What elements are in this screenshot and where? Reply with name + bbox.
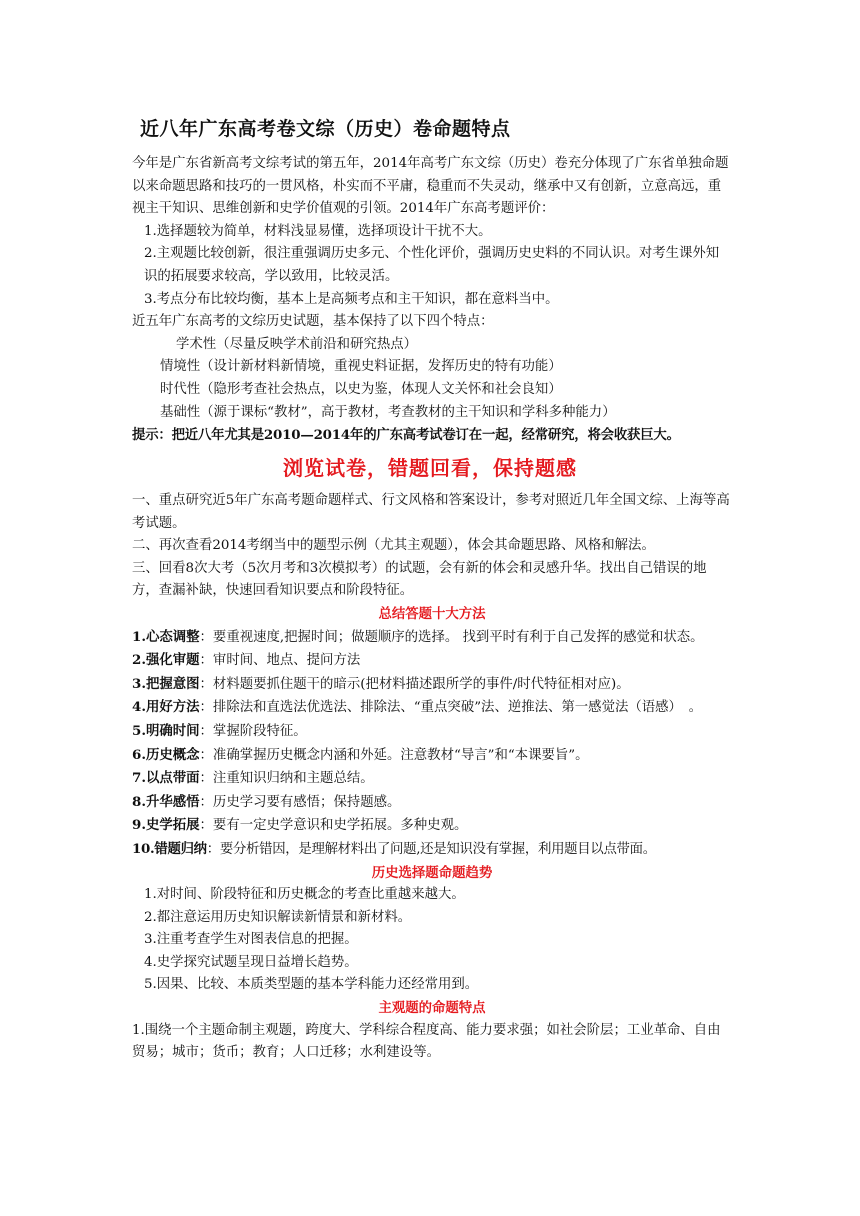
method-text: ：要分析错因，是理解材料出了问题,还是知识没有掌握，利用题目以点带面。 [206, 841, 656, 857]
evaluation-item: 1.选择题较为简单，材料浅显易懂，选择项设计干扰不大。 [144, 223, 492, 239]
intro-paragraph: 今年是广东省新高考文综考试的第五年，2014年高考广东文综（历史）卷充分体现了广东省单独命题以来命题思路和技巧的一贯风格，朴实而不平庸，稳重而不失灵动，继承中又有创新，立意高远，重视主干知识、思维创新和史学价值观的引领。2014年广东高考题评价： [132, 156, 729, 217]
trend-item: 5.因果、比较、本质类型题的基本学科能力还经常用到。 [144, 977, 479, 993]
trend-heading: 历史选择题命题趋势 [371, 864, 493, 881]
method-item [132, 767, 732, 791]
step-item: 三、回看8次大考（5次月考和3次模拟考）的试题，会有新的体会和灵感升华。找出自己错误的地方，查漏补缺，快速回看知识要点和阶段特征。 [132, 560, 707, 599]
subjective-item: 1.围绕一个主题命制主观题，跨度大、学科综合程度高、能力要求强；如社会阶层；工业革命、自由贸易；城市；货币；教育；人口迁移；水利建设等。 [132, 1022, 721, 1061]
method-item [132, 720, 732, 744]
evaluation-item: 3.考点分布比较均衡，基本上是高频考点和主干知识，都在意料当中。 [144, 291, 559, 307]
method-label: 6.历史概念 [132, 746, 200, 763]
method-label: 2.强化审题 [132, 652, 200, 669]
method-item [132, 673, 732, 697]
step-item: 二、再次查看2014考纲当中的题型示例（尤其主观题），体会其命题思路、风格和解法。 [132, 538, 655, 554]
trend-item: 1.对时间、阶段特征和历史概念的考查比重越来越大。 [144, 887, 465, 903]
feature-item: 时代性（隐形考查社会热点，以史为鉴，体现人文关怀和社会良知） [160, 381, 562, 397]
method-item [132, 626, 732, 650]
step-item: 一、重点研究近5年广东高考题命题样式、行文风格和答案设计，参考对照近几年全国文综、上海等高考试题。 [132, 493, 730, 531]
method-text: ：掌握阶段特征。 [199, 723, 307, 739]
methods-heading: 总结答题十大方法 [378, 605, 486, 622]
feature-item: 学术性（尽量反映学术前沿和研究热点） [176, 336, 418, 352]
method-text: ：注重知识归纳和主题总结。 [199, 771, 374, 787]
method-text: ：历史学习要有感悟；保持题感。 [199, 794, 401, 810]
method-label: 3.把握意图 [132, 675, 200, 692]
method-text: ：排除法和直选法优选法、排除法、“重点突破”法、逆推法、第一感觉法（语感） 。 [199, 700, 702, 716]
document-title: 近八年广东高考卷文综（历史）卷命题特点 [140, 118, 511, 140]
method-text: ：材料题要抓住题干的暗示(把材料描述跟所学的事件/时代特征相对应)。 [199, 676, 630, 692]
trend-item: 3.注重考查学生对图表信息的把握。 [144, 932, 358, 948]
feature-item: 基础性（源于课标“教材”，高于教材，考查教材的主干知识和学科多种能力） [160, 404, 616, 420]
method-text: ：要重视速度,把握时间；做题顺序的选择。 找到平时有利于自己发挥的感觉和状态。 [199, 629, 704, 645]
method-text: ：准确掌握历史概念内涵和外延。注意教材“导言”和“本课要旨”。 [199, 747, 589, 763]
method-label: 8.升华感悟 [132, 793, 200, 810]
tip-note: 提示：把近八年尤其是2010—2014年的广东高考试卷订在一起，经常研究，将会收获巨大。 [132, 427, 680, 444]
method-label: 7.以点带面 [132, 770, 200, 787]
feature-item: 情境性（设计新材料新情境，重视史料证据，发挥历史的特有功能） [160, 359, 562, 375]
intro-section [132, 153, 732, 447]
evaluation-item: 2.主观题比较创新，很注重强调历史多元、个性化评价，强调历史史料的不同认识。对考生课外知识的拓展要求较高，学以致用，比较灵活。 [144, 246, 720, 284]
method-item [132, 744, 732, 768]
method-item [132, 696, 732, 720]
method-item [132, 791, 732, 815]
method-item [132, 838, 732, 862]
method-label: 5.明确时间 [132, 722, 200, 739]
method-label: 1.心态调整 [132, 628, 200, 645]
method-item [132, 814, 732, 838]
method-text: ：要有一定史学意识和史学拓展。多种史观。 [199, 818, 468, 834]
method-text: ：审时间、地点、提问方法 [199, 653, 361, 669]
method-item [132, 649, 732, 673]
subjective-heading: 主观题的命题特点 [378, 1000, 486, 1017]
trend-item: 4.史学探究试题呈现日益增长趋势。 [144, 954, 358, 970]
review-section [132, 490, 732, 1065]
trend-item: 2.都注意运用历史知识解读新情景和新材料。 [144, 909, 412, 925]
method-label: 4.用好方法 [132, 699, 200, 716]
method-label: 9.史学拓展 [132, 817, 200, 834]
red-heading: 浏览试卷，错题回看，保持题感 [283, 456, 577, 480]
method-label: 10.错题归纳 [132, 840, 207, 857]
features-intro: 近五年广东高考的文综历史试题，基本保持了以下四个特点： [132, 314, 494, 330]
